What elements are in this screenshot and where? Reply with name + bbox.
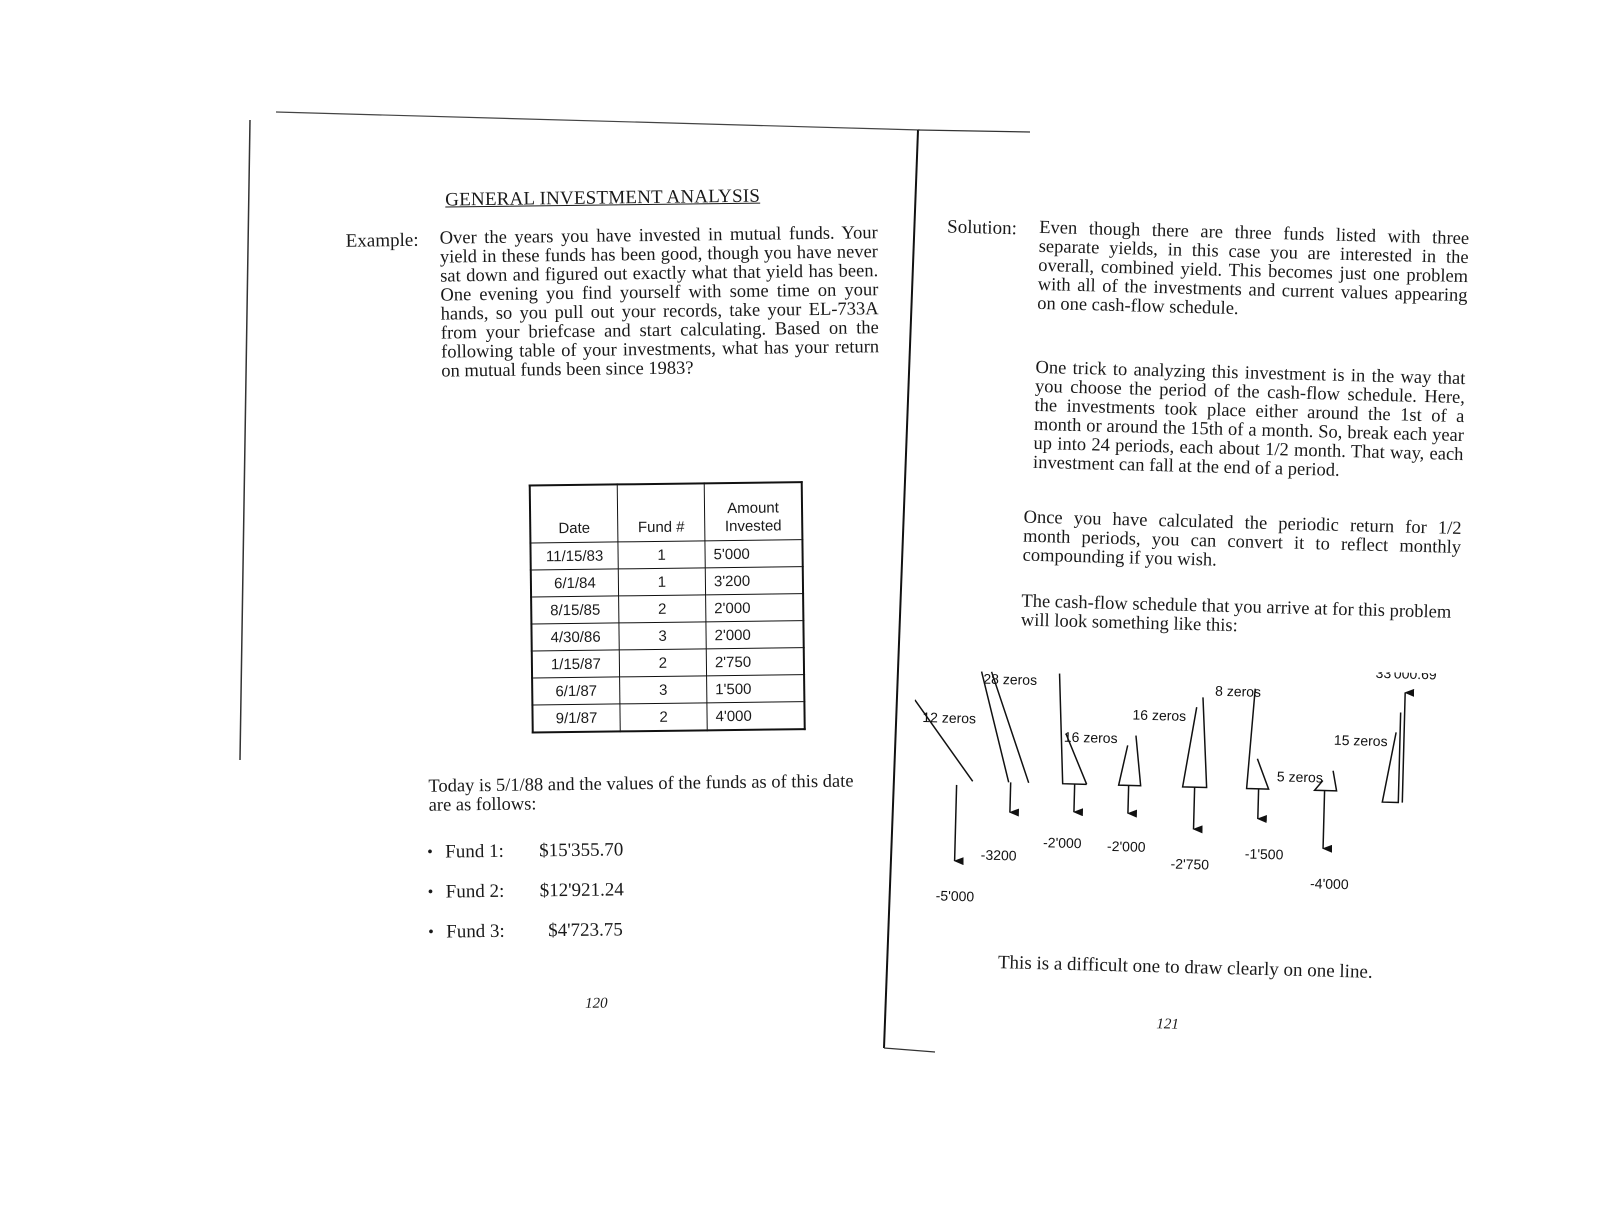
right-page — [905, 120, 1490, 1094]
example-label: Example: — [345, 229, 419, 252]
header-date: Date — [530, 484, 618, 543]
bullet-icon: • — [427, 843, 433, 861]
list-item — [427, 870, 624, 912]
fund-cell: 2 — [619, 595, 706, 623]
fund-label: Fund 3: — [446, 920, 505, 943]
date-cell: 4/30/86 — [531, 623, 619, 651]
solution-label: Solution: — [946, 216, 1018, 240]
amount-cell: 2'750 — [706, 648, 804, 676]
zero-wedge — [1382, 712, 1400, 802]
left-page — [240, 92, 932, 1060]
amount-label: -2'000 — [1106, 837, 1146, 855]
example-paragraph: Over the years you have invested in mutual funds. Your yield in these funds has been good, though you have never sat down and figured out exactly what that yield has been. One evening you find yourself with some time on your hands, so you pull out your records, take your EL-733A from your briefcase and start calculating. Based on the following table of your investments, what has your return on mutual funds been since 1983? — [439, 223, 880, 382]
amount-label: -2'750 — [1170, 855, 1210, 873]
conversion-paragraph: Once you have calculated the periodic return for 1/2 month periods, you can convert it to reflect monthly compounding if you wish. — [1022, 507, 1462, 571]
investment-table — [529, 481, 806, 733]
fund-value: $12'921.24 — [539, 879, 624, 902]
amount-cell: 1'500 — [707, 675, 805, 703]
cash-flow-arrow — [1194, 787, 1195, 829]
fund-label: Fund 1: — [445, 840, 504, 863]
amount-cell: 3'200 — [705, 567, 803, 595]
cash-flow-arrow — [1128, 785, 1129, 813]
today-paragraph: Today is 5/1/88 and the values of the funds as of this date are as follows: — [428, 771, 854, 816]
amount-cell: 5'000 — [705, 540, 803, 568]
cash-flow-diagram — [909, 660, 1456, 944]
amount-label: -3200 — [980, 846, 1017, 864]
header-fund: Fund # — [617, 483, 705, 542]
page-number: 121 — [1156, 1016, 1180, 1033]
page-number: 120 — [584, 995, 608, 1012]
amount-label: -2'000 — [1042, 834, 1082, 852]
fund-cell: 3 — [620, 676, 707, 704]
date-cell: 1/15/87 — [532, 650, 620, 678]
zero-labels — [921, 669, 1389, 787]
bullet-icon: • — [427, 883, 434, 901]
zero-wedge — [1119, 735, 1142, 786]
trick-paragraph: One trick to analyzing this investment is in the way that you choose the period of the cash-flow schedule. Here, the investments took place either around the 1st of a month or around the 15th of a month. So, break each year up into 24 periods, each about 1/2 month. That way, each investment can fall at the end of a period. — [1032, 357, 1466, 481]
table-row — [531, 567, 803, 597]
table-header-row — [530, 482, 803, 543]
list-item — [428, 910, 625, 952]
date-cell: 11/15/83 — [530, 542, 618, 570]
amount-label: -4'000 — [1309, 875, 1349, 893]
zero-period-wedges — [912, 670, 1401, 803]
fund-cell: 3 — [619, 622, 706, 650]
zero-wedge — [979, 672, 1032, 783]
amount-label: -1'500 — [1244, 845, 1284, 863]
final-value-label: 33'000.69 — [1375, 664, 1437, 683]
cash-flow-arrow — [1010, 782, 1011, 812]
table-row — [532, 702, 804, 733]
table-row — [530, 540, 802, 570]
closing-sentence: This is a difficult one to draw clearly on one line. — [997, 952, 1373, 983]
amount-cell: 2'000 — [706, 594, 804, 622]
zero-label: 28 zeros — [983, 670, 1038, 688]
table-row — [531, 621, 803, 651]
date-cell: 6/1/84 — [531, 569, 619, 597]
list-item — [427, 830, 624, 872]
date-cell: 9/1/87 — [532, 704, 620, 733]
fund-label: Fund 2: — [445, 880, 505, 903]
fund-value: $15'355.70 — [539, 839, 624, 862]
zero-label: 8 zeros — [1214, 682, 1262, 700]
header-amount: Amount Invested — [704, 482, 802, 541]
zero-label: 15 zeros — [1333, 731, 1388, 750]
date-cell: 8/15/85 — [531, 596, 619, 624]
table-row — [531, 594, 803, 624]
zero-wedge — [1247, 689, 1272, 790]
schedule-intro-paragraph: The cash-flow schedule that you arrive at for this problem will look something like this: — [1020, 591, 1452, 637]
page-title: GENERAL INVESTMENT ANALYSIS — [445, 185, 761, 211]
date-cell: 6/1/87 — [532, 677, 620, 705]
fund-cell: 1 — [618, 541, 705, 569]
amount-label: -5'000 — [935, 887, 975, 905]
zero-wedge — [1183, 697, 1209, 788]
zero-label: 16 zeros — [1132, 706, 1187, 724]
amount-cell: 4'000 — [707, 702, 805, 731]
fund-cell: 2 — [620, 703, 707, 732]
solution-paragraph: Even though there are three funds listed with three separate yields, in this case you are interested in the overall, combined yield. This becomes just one problem with all of the investments and current values appearing on one cash-flow schedule. — [1036, 217, 1470, 320]
fund-value: $4'723.75 — [548, 919, 623, 942]
fund-values-list — [427, 830, 625, 952]
table-row — [532, 675, 804, 705]
table-row — [532, 648, 804, 678]
fund-cell: 2 — [619, 649, 706, 677]
fund-cell: 1 — [618, 568, 705, 596]
cash-flow-arrow — [1074, 784, 1075, 812]
zero-label: 12 zeros — [922, 709, 977, 727]
zero-label: 16 zeros — [1063, 728, 1118, 747]
final-value-arrow — [1402, 693, 1405, 803]
cash-flow-arrow — [1258, 789, 1259, 819]
bullet-icon: • — [428, 923, 434, 941]
amount-cell: 2'000 — [706, 621, 804, 649]
cash-flow-arrow — [1323, 791, 1325, 849]
cash-flow-arrow — [955, 785, 957, 861]
zero-label: 5 zeros — [1276, 768, 1324, 786]
